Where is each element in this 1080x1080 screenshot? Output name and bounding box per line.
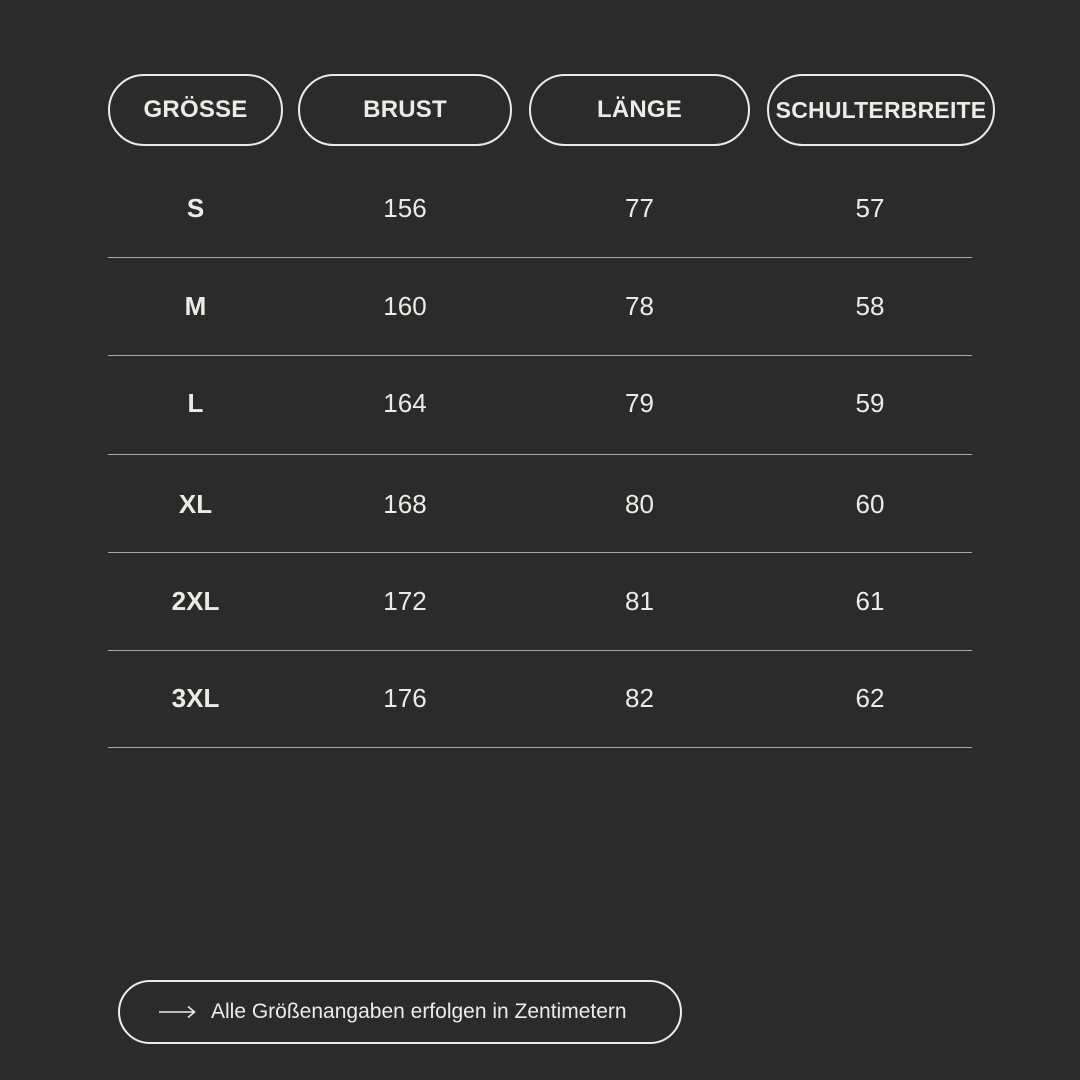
header-laenge: LÄNGE [529, 74, 750, 146]
laenge-cell: 80 [625, 488, 654, 519]
schulterbreite-cell: 58 [855, 290, 885, 321]
brust-cell: 172 [383, 585, 427, 616]
units-note-text: Alle Größenangaben erfolgen in Zentimetern [211, 1000, 627, 1023]
size-cell: XL [178, 488, 213, 519]
units-note [118, 980, 682, 1044]
header-groesse: GRÖSSE [108, 74, 283, 146]
schulterbreite-cell: 61 [855, 585, 885, 616]
brust-cell: 176 [383, 682, 427, 713]
row-divider [108, 454, 972, 455]
row-divider [108, 747, 972, 748]
row-divider [108, 650, 972, 651]
size-cell: 2XL [171, 585, 220, 616]
laenge-cell: 79 [625, 387, 654, 418]
brust-cell: 164 [383, 387, 427, 418]
schulterbreite-cell: 62 [855, 682, 885, 713]
table-row [108, 673, 972, 723]
table-row [108, 479, 972, 529]
laenge-cell: 82 [625, 682, 654, 713]
table-row [108, 183, 972, 233]
laenge-cell: 81 [625, 585, 654, 616]
table-row [108, 378, 972, 428]
header-brust: BRUST [298, 74, 512, 146]
size-cell: M [184, 290, 207, 321]
size-cell: L [187, 387, 204, 418]
table-row [108, 281, 972, 331]
row-divider [108, 355, 972, 356]
schulterbreite-cell: 60 [855, 488, 885, 519]
brust-cell: 156 [383, 192, 427, 223]
laenge-cell: 78 [625, 290, 654, 321]
size-cell: 3XL [171, 682, 220, 713]
row-divider [108, 257, 972, 258]
schulterbreite-cell: 59 [855, 387, 885, 418]
laenge-cell: 77 [625, 192, 654, 223]
header-schulterbreite: SCHULTERBREITE [767, 74, 995, 146]
schulterbreite-cell: 57 [855, 192, 885, 223]
arrow-right-icon [158, 1005, 196, 1019]
brust-cell: 160 [383, 290, 427, 321]
table-row [108, 576, 972, 626]
row-divider [108, 552, 972, 553]
size-cell: S [186, 192, 205, 223]
brust-cell: 168 [383, 488, 427, 519]
